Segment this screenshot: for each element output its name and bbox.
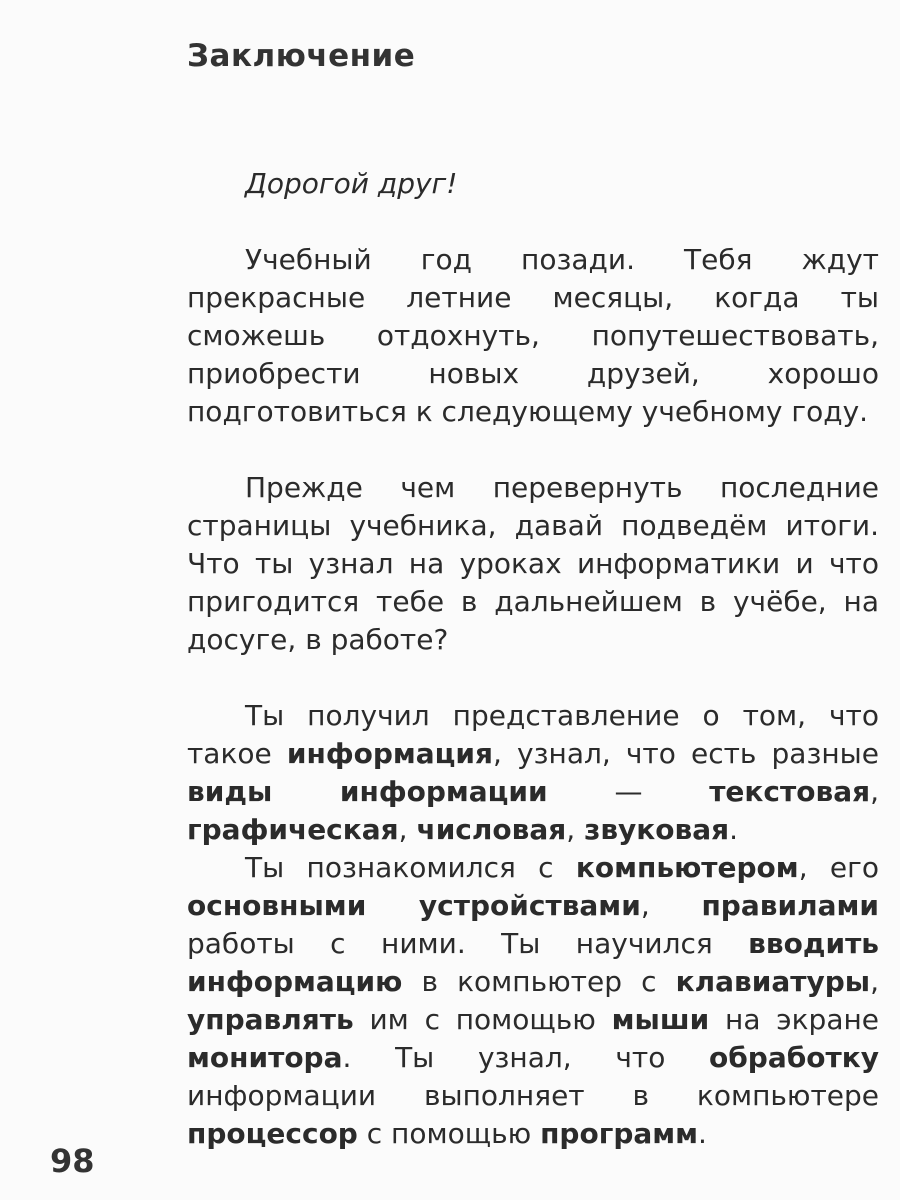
bold-term: текстовая <box>709 775 871 808</box>
text-run: . <box>698 1117 707 1150</box>
bold-term: управлять <box>187 1003 354 1036</box>
paragraph-2: Прежде чем перевернуть последние страницы учебника, давай подведём итоги. Что ты узнал на уроках информатики и что пригодится тебе в дальнейшем в учёбе, на досуге, в работе? <box>187 471 879 656</box>
bold-term: звуковая <box>584 813 730 846</box>
bold-term: основными устройствами <box>187 889 641 922</box>
page-title: Заключение <box>187 38 416 74</box>
paragraph-1: Учебный год позади. Тебя ждут прекрасные летние месяцы, когда ты сможешь отдохнуть, попутешествовать, приобрести новых друзей, хорошо подготовиться к следующему учебному году. <box>187 243 879 428</box>
bold-term: процессор <box>187 1117 358 1150</box>
bold-term: числовая <box>416 813 567 846</box>
text-run: в компьютер с <box>402 965 676 998</box>
bold-term: монитора <box>187 1041 343 1074</box>
text-run: на экране <box>709 1003 880 1036</box>
bold-term: программ <box>540 1117 699 1150</box>
text-run: , <box>398 813 417 846</box>
page-body <box>187 165 879 1153</box>
text-run: , <box>566 813 585 846</box>
bold-term: вводить информацию <box>187 927 879 998</box>
bold-term: графическая <box>187 813 399 846</box>
text-run: работы с ними. Ты научился <box>187 927 749 960</box>
paragraph-4 <box>187 849 879 1153</box>
bold-term: мыши <box>611 1003 710 1036</box>
text-run: с помощью <box>357 1117 541 1150</box>
bold-term: клавиатуры <box>675 965 871 998</box>
bold-term: правилами <box>701 889 879 922</box>
text-run: . Ты узнал, что <box>342 1041 709 1074</box>
text-run: информации выполняет в компьютере <box>187 1079 879 1112</box>
page-number: 98 <box>50 1142 95 1180</box>
text-run: Ты получил представление о том, что такое <box>187 699 879 770</box>
bold-term: виды информации <box>187 775 548 808</box>
greeting: Дорогой друг! <box>245 167 458 200</box>
text-run: — <box>547 775 710 808</box>
text-run: , <box>870 775 879 808</box>
text-run: им с помощью <box>353 1003 612 1036</box>
bold-term: компьютером <box>575 851 799 884</box>
text-run: Ты познакомился с <box>245 851 576 884</box>
bold-term: обработку <box>709 1041 879 1074</box>
text-run: . <box>729 813 739 846</box>
text-run: , <box>870 965 879 998</box>
bold-term: информация <box>286 737 494 770</box>
text-run: , его <box>798 851 879 884</box>
text-run: , узнал, что есть разные <box>493 737 879 770</box>
text-run: , <box>640 889 702 922</box>
paragraph-3 <box>187 697 879 849</box>
